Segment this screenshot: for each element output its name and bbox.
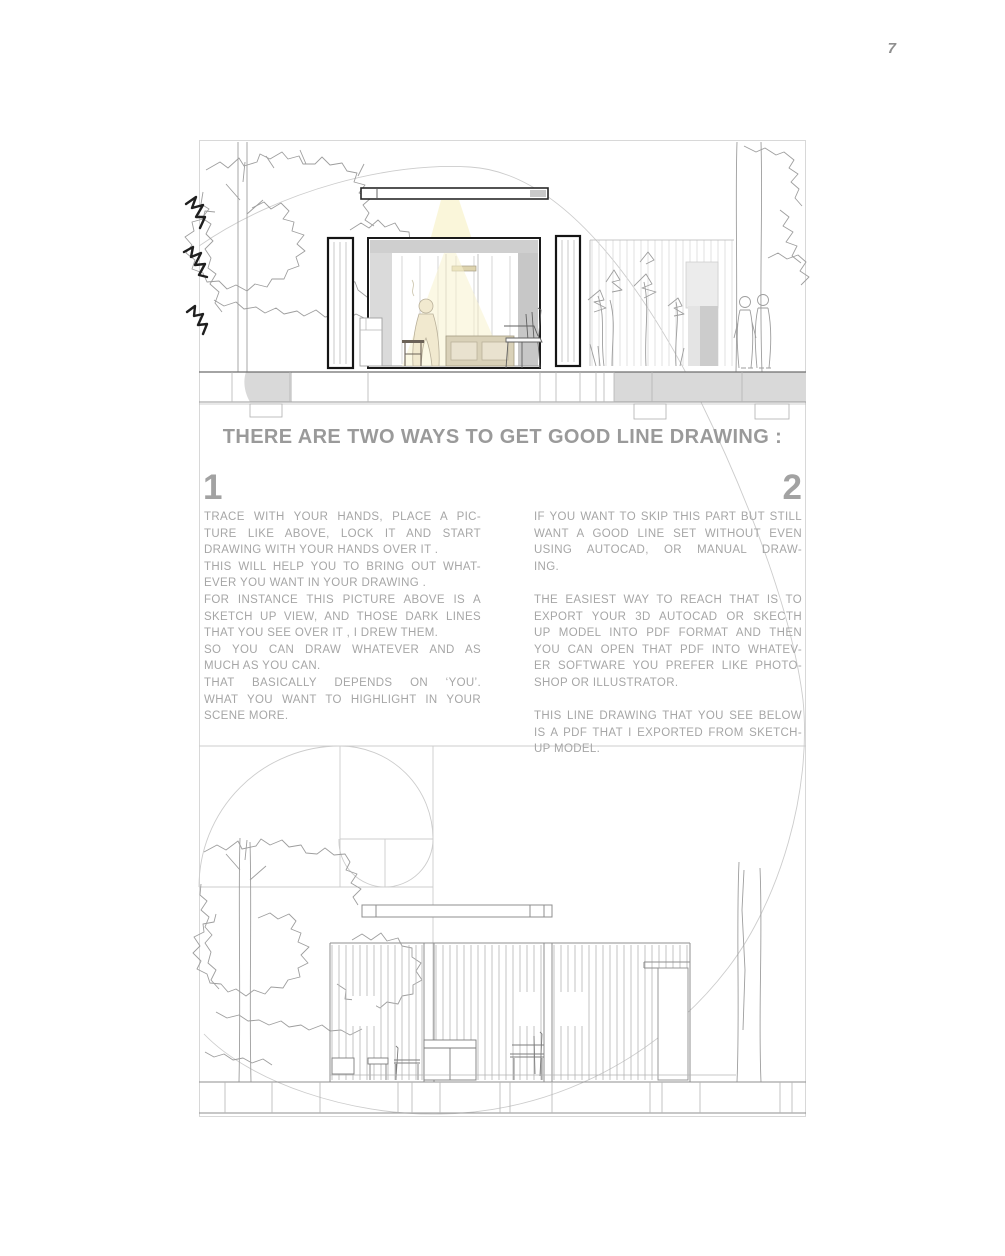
side-cabinet: [360, 318, 382, 366]
text-line: THE EASIEST WAY TO REACH THAT IS TO: [534, 593, 802, 606]
text-line: EXPORT YOUR 3D AUTOCAD OR SKECTH: [534, 610, 802, 623]
cabinet: [446, 336, 514, 366]
text-line: WHAT YOU WANT TO HIGHLIGHT IN YOUR: [204, 693, 481, 706]
footing: [634, 404, 666, 419]
text-line: ING.: [534, 560, 560, 573]
text-line: TRACE WITH YOUR HANDS, PLACE A PIC-: [204, 511, 481, 523]
text-line: THAT BASICALLY DEPENDS ON ‘YOU’.: [204, 676, 481, 689]
tree-foliage-dark-accents: [184, 197, 207, 334]
text-line: THAT YOU SEE OVER IT , I DREW THEM.: [204, 627, 439, 640]
text-line: WANT A GOOD LINE SET WITHOUT EVEN: [534, 527, 802, 540]
text-line: FOR INSTANCE THIS PICTURE ABOVE IS A: [204, 593, 481, 606]
text-line: IF YOU WANT TO SKIP THIS PART BUT STILL: [534, 511, 802, 523]
text-line: THIS WILL HELP YOU TO BRING OUT WHAT-: [204, 560, 481, 573]
people-outline: [734, 295, 771, 369]
text-line: IS A PDF THAT I EXPORTED FROM SKETCH-: [534, 726, 802, 739]
sliding-panel-right: [556, 236, 580, 366]
text-line: TURE LIKE ABOVE, LOCK IT AND START: [204, 527, 481, 540]
text-line: ER SOFTWARE YOU PREFER LIKE PHOTO-: [534, 660, 802, 673]
furniture-line: [332, 1032, 544, 1080]
text-line: THIS LINE DRAWING THAT YOU SEE BELOW: [534, 710, 802, 723]
text-line: SO YOU CAN DRAW WHATEVER AND AS: [204, 643, 481, 656]
text-line: SKETCH UP VIEW, AND THOSE DARK LINES: [204, 610, 481, 623]
wall-box-light: [686, 262, 718, 308]
text-line: [534, 575, 802, 592]
column-number-2: 2: [782, 468, 802, 507]
platform: [199, 372, 806, 419]
text-line: [534, 692, 802, 709]
column-right-text: [534, 509, 802, 758]
text-line: UP MODEL.: [534, 743, 601, 756]
text-line: UP MODEL INTO PDF FORMAT AND THEN: [534, 627, 802, 640]
text-line: DRAWING WITH YOUR HANDS OVER IT .: [204, 544, 439, 557]
column-number-1: 1: [203, 468, 223, 507]
text-line: YOU CAN OPEN THAT PDF INTO WHATEV-: [534, 643, 802, 656]
plants: [588, 252, 684, 366]
door-line: [644, 962, 690, 1080]
text-line: SCENE MORE.: [204, 710, 289, 723]
footing: [250, 404, 282, 417]
footing: [755, 404, 789, 419]
section-heading: THERE ARE TWO WAYS TO GET GOOD LINE DRAWING :: [222, 426, 783, 448]
column-left-text: [204, 509, 481, 725]
tree-right-line: [737, 862, 761, 1082]
bottom-line-drawing-figure: [193, 746, 806, 1113]
top-elevation-figure: [184, 142, 809, 419]
text-line: SHOP OR ILLUSTRATOR.: [534, 676, 679, 689]
text-line: EVER YOU WANT IN YOUR DRAWING .: [204, 577, 427, 590]
tree-right: [736, 142, 809, 372]
wall-box-dark: [700, 306, 718, 366]
text-line: USING AUTOCAD, OR MANUAL DRAW-: [534, 544, 802, 557]
wall-box-mid: [688, 306, 700, 366]
roof-slab-line: [362, 905, 552, 917]
text-line: MUCH AS YOU CAN.: [204, 660, 321, 673]
roof-slab: [361, 188, 548, 199]
sliding-panel-left: [328, 238, 353, 368]
page-number: 7: [887, 40, 896, 57]
